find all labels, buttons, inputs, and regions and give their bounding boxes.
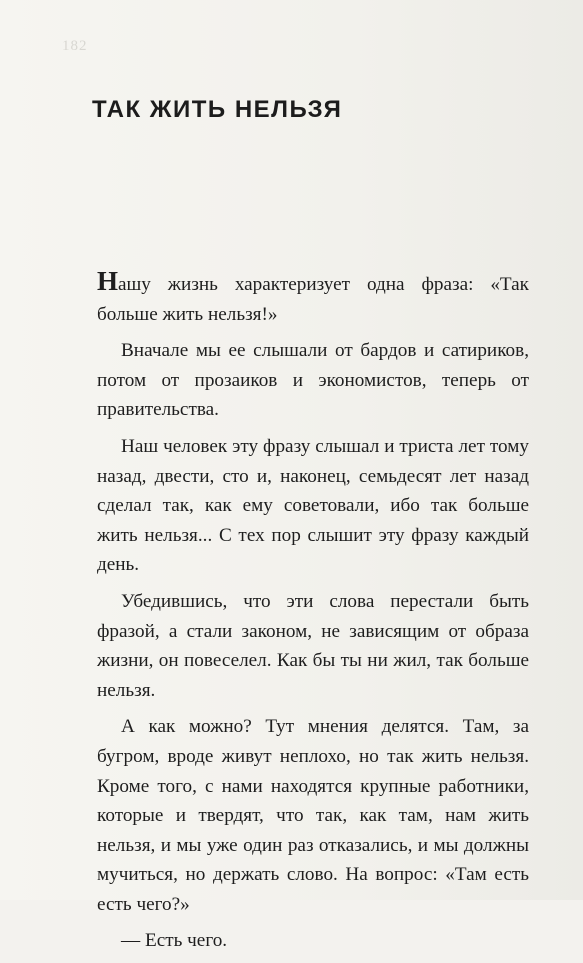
drop-cap: Н [97, 266, 119, 296]
paragraph-1 [97, 266, 529, 329]
chapter-title: ТАК ЖИТЬ НЕЛЬЗЯ [92, 96, 343, 123]
paragraph-1-text: ашу жизнь характеризует одна фраза: «Так больше жить нельзя!» [97, 274, 529, 325]
paragraph-2: Вначале мы ее слышали от бардов и сатириков, потом от прозаиков и экономистов, теперь от правительства. [97, 340, 529, 421]
chapter-body [97, 266, 529, 963]
page-number: 182 [62, 38, 88, 54]
paragraph-6: — Есть чего. [121, 930, 228, 952]
paragraph-5: А как можно? Тут мнения делятся. Там, за бугром, вроде живут неплохо, но так жить нельзя. Кроме того, с нами находятся крупные работники, которые и твердят, что так, как там, нам жить нельзя, и мы уже один раз отказались, и мы должны мучиться, но держать слово. На вопрос: «Там есть есть чего?» [97, 716, 529, 915]
paragraph-3: Наш человек эту фразу слышал и триста лет тому назад, двести, сто и, наконец, семьдесят лет назад сделал так, как ему советовали, ибо так больше жить нельзя... С тех пор слышит эту фразу каждый день. [97, 435, 529, 576]
paragraph-4: Убедившись, что эти слова перестали быть фразой, а стали законом, не зависящим от образа жизни, он повеселел. Как бы ты ни жил, так больше нельзя. [97, 590, 529, 701]
